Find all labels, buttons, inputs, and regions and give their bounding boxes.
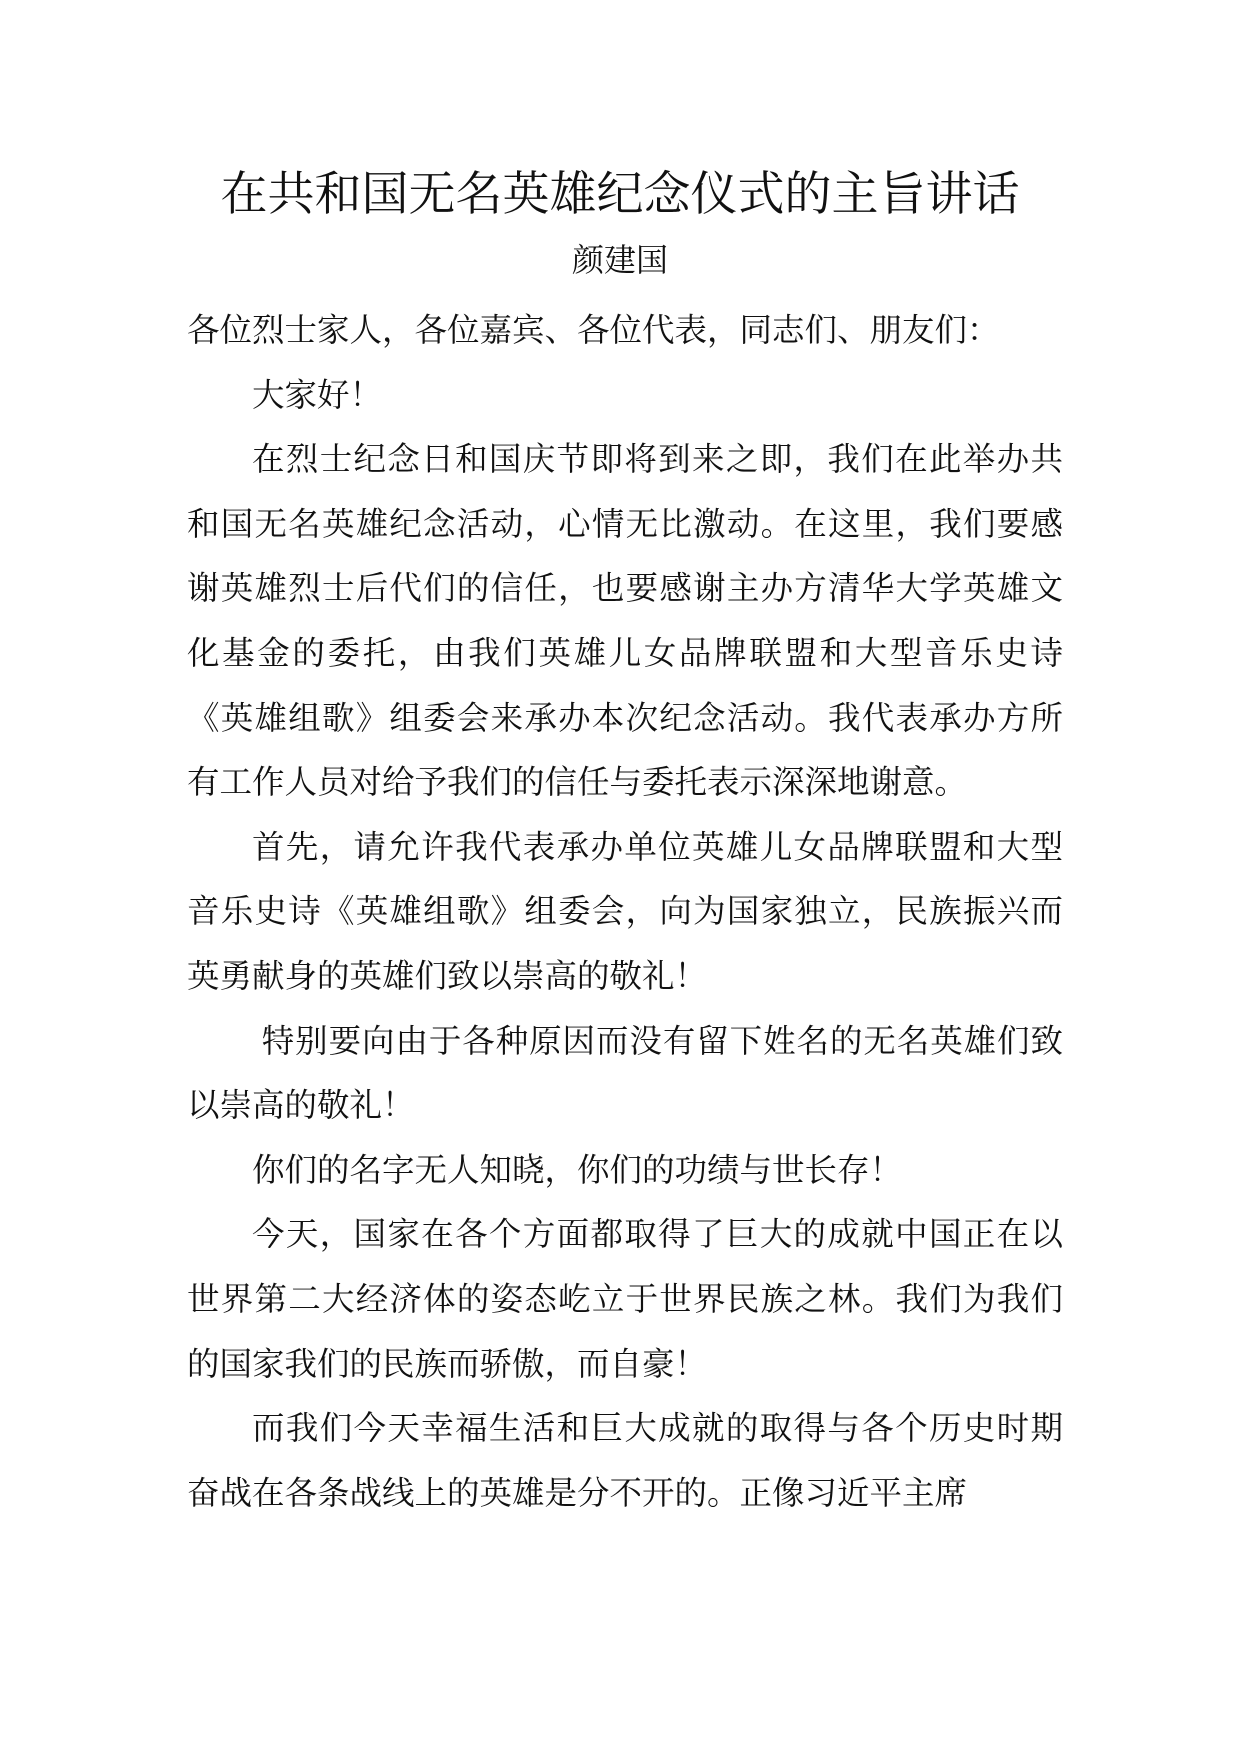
paragraph-tribute: 首先，请允许我代表承办单位英雄儿女品牌联盟和大型音乐史诗《英雄组歌》组委会，向为国家独立，民族振兴而英勇献身的英雄们致以崇高的敬礼！	[187, 827, 1063, 995]
paragraph-names-unknown: 你们的名字无人知晓，你们的功绩与世长存！	[252, 1150, 903, 1189]
document-author: 颜建国	[571, 241, 668, 279]
paragraph-opening: 在烈士纪念日和国庆节即将到来之即，我们在此举办共和国无名英雄纪念活动，心情无比激动。在这里，我们要感谢英雄烈士后代们的信任，也要感谢主办方清华大学英雄文化基金的委托，由我们英雄儿女品牌联盟和大型音乐史诗《英雄组歌》组委会来承办本次纪念活动。我代表承办方所有工作人员对给予我们的信任与委托表示深深地谢意。	[187, 440, 1063, 802]
document-title: 在共和国无名英雄纪念仪式的主旨讲话	[220, 167, 1020, 222]
paragraph-history: 而我们今天幸福生活和巨大成就的取得与各个历史时期奋战在各条战线上的英雄是分不开的。正像习近平主席	[187, 1409, 1063, 1512]
paragraph-unnamed-heroes: 特别要向由于各种原因而没有留下姓名的无名英雄们致以崇高的敬礼！	[187, 1021, 1063, 1125]
document-body	[187, 298, 1063, 1525]
paragraph-achievements: 今天，国家在各个方面都取得了巨大的成就中国正在以世界第二大经济体的姿态屹立于世界民族之林。我们为我们的国家我们的民族而骄傲，而自豪！	[187, 1215, 1063, 1383]
salutation: 各位烈士家人，各位嘉宾、各位代表，同志们、朋友们：	[187, 311, 1000, 349]
paragraph-greeting: 大家好！	[252, 375, 383, 414]
